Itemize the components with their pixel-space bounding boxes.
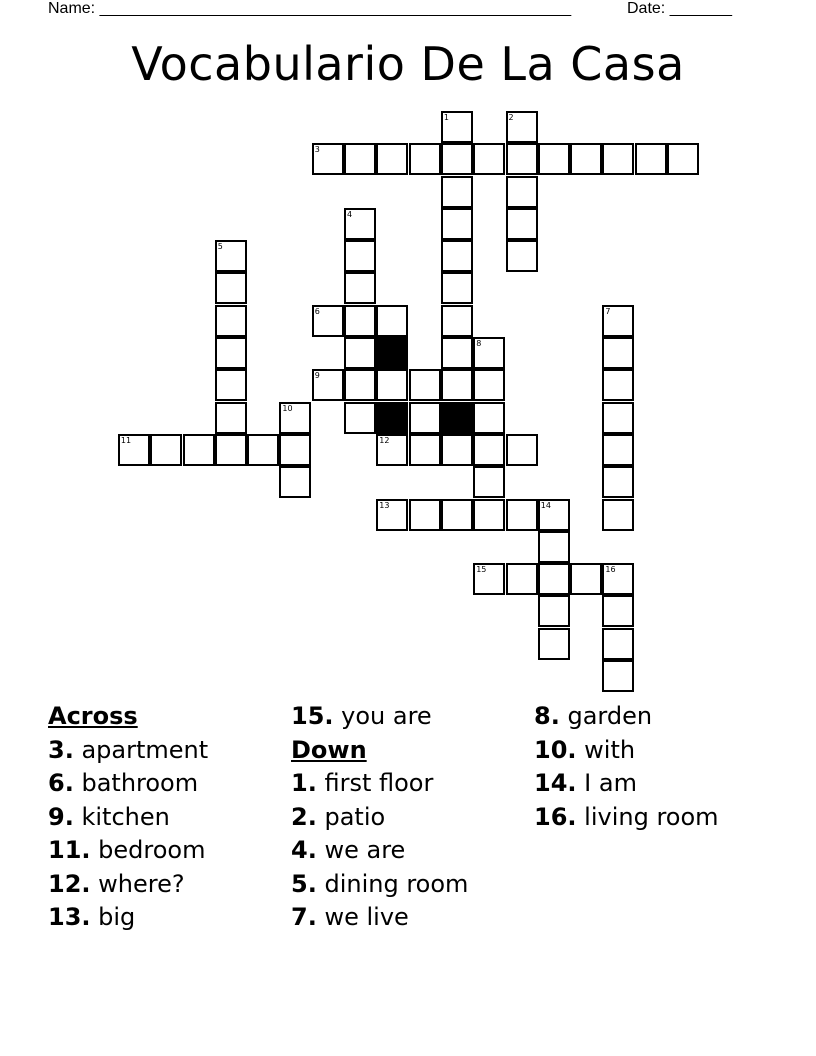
name-field-label: Name: _____________________________________________________ [48, 0, 572, 17]
clue-item [291, 801, 536, 835]
clue-number: 2. [291, 802, 317, 831]
grid-cell[interactable] [441, 111, 473, 143]
grid-cell[interactable] [183, 434, 215, 466]
grid-cell[interactable] [409, 402, 441, 434]
clue-item [48, 767, 293, 801]
clue-text: I am [584, 769, 637, 797]
grid-cell[interactable] [538, 143, 570, 175]
grid-cell[interactable] [409, 499, 441, 531]
grid-cell[interactable] [344, 208, 376, 240]
grid-cell[interactable] [473, 143, 505, 175]
grid-cell[interactable] [344, 369, 376, 401]
clue-item [48, 734, 293, 768]
grid-cell[interactable] [506, 208, 538, 240]
grid-cell[interactable] [506, 143, 538, 175]
grid-cell[interactable] [570, 563, 602, 595]
grid-cell[interactable] [570, 143, 602, 175]
clue-text: dining room [324, 869, 469, 898]
grid-cell[interactable] [602, 369, 634, 401]
grid-cell[interactable] [118, 434, 150, 466]
grid-cell[interactable] [215, 434, 247, 466]
grid-cell[interactable] [602, 434, 634, 466]
grid-cell[interactable] [473, 499, 505, 531]
grid-cell[interactable] [376, 499, 408, 531]
grid-cell[interactable] [473, 434, 505, 466]
grid-cell[interactable] [538, 563, 570, 595]
clue-item [48, 834, 293, 868]
grid-cell[interactable] [473, 466, 505, 498]
grid-cell[interactable] [441, 499, 473, 531]
grid-cell[interactable] [215, 240, 247, 272]
clue-number: 12. [48, 869, 91, 898]
clue-number-label: 6 [314, 306, 320, 316]
clue-number-label: 12 [379, 435, 390, 445]
clue-text: garden [567, 702, 653, 730]
clue-number: 10. [534, 735, 577, 764]
clue-number-label: 4 [347, 209, 353, 219]
clue-number: 6. [48, 769, 74, 797]
grid-cell[interactable] [441, 369, 473, 401]
clue-number-label: 13 [379, 500, 390, 510]
clue-number-label: 7 [605, 306, 611, 316]
grid-cell[interactable] [376, 369, 408, 401]
clue-text: first floor [324, 769, 434, 797]
clue-text: where? [98, 869, 185, 898]
clue-number-label: 8 [476, 339, 482, 348]
clue-item [291, 901, 536, 935]
clue-number: 3. [48, 735, 74, 764]
clue-item [291, 868, 536, 902]
grid-cell[interactable] [441, 337, 473, 369]
grid-cell[interactable] [602, 499, 634, 531]
clue-number: 8. [534, 702, 560, 730]
grid-cell[interactable] [279, 402, 311, 434]
clue-number-label: 9 [314, 371, 320, 381]
grid-cell[interactable] [538, 628, 570, 660]
grid-cell[interactable] [215, 305, 247, 337]
grid-cell[interactable] [441, 208, 473, 240]
clue-item [534, 734, 779, 768]
clue-item [534, 767, 779, 801]
grid-cell[interactable] [602, 337, 634, 369]
grid-cell[interactable] [344, 337, 376, 369]
grid-cell[interactable] [602, 466, 634, 498]
clue-number-label: 2 [508, 112, 514, 122]
grid-cell[interactable] [215, 337, 247, 369]
clue-number-label: 11 [120, 435, 132, 445]
grid-cell[interactable] [602, 660, 634, 692]
grid-cell[interactable] [602, 305, 634, 337]
grid-cell[interactable] [409, 434, 441, 466]
grid-cell[interactable] [344, 240, 376, 272]
grid-cell[interactable] [506, 563, 538, 595]
black-square [376, 402, 408, 434]
grid-cell[interactable] [473, 563, 505, 595]
grid-cell[interactable] [279, 434, 311, 466]
clue-item [291, 834, 536, 868]
clue-number-label: 14 [540, 500, 551, 510]
grid-cell[interactable] [344, 402, 376, 434]
grid-cell[interactable] [344, 143, 376, 175]
page-title: Vocabulario De La Casa [131, 37, 685, 91]
grid-cell[interactable] [602, 563, 634, 595]
black-square [376, 337, 408, 369]
grid-cell[interactable] [441, 240, 473, 272]
clue-number: 16. [534, 802, 577, 831]
clue-number-label: 1 [443, 112, 449, 122]
clue-column-2 [291, 700, 536, 935]
grid-cell[interactable] [376, 143, 408, 175]
grid-cell[interactable] [473, 369, 505, 401]
clue-number-label: 10 [282, 403, 293, 413]
grid-cell[interactable] [473, 337, 505, 369]
clue-item [291, 767, 536, 801]
grid-cell[interactable] [602, 402, 634, 434]
grid-cell[interactable] [376, 434, 408, 466]
grid-cell[interactable] [344, 272, 376, 304]
grid-cell[interactable] [376, 305, 408, 337]
clue-text: bedroom [98, 836, 206, 864]
clue-number: 7. [291, 903, 317, 931]
clue-text: kitchen [81, 802, 170, 831]
clue-number: 4. [291, 836, 317, 864]
grid-cell[interactable] [506, 176, 538, 208]
clue-number: 14. [534, 769, 577, 797]
clue-item [534, 700, 779, 734]
grid-cell[interactable] [215, 402, 247, 434]
clue-text: living room [584, 802, 719, 831]
date-field-label: Date: _______ [627, 0, 732, 17]
grid-cell[interactable] [441, 272, 473, 304]
grid-cell[interactable] [667, 143, 699, 175]
clue-text: big [98, 903, 136, 931]
grid-cell[interactable] [602, 628, 634, 660]
clue-number: 5. [291, 869, 317, 898]
grid-cell[interactable] [538, 499, 570, 531]
clue-number-label: 15 [476, 565, 487, 575]
grid-cell[interactable] [409, 369, 441, 401]
clue-number-label: 5 [217, 242, 223, 252]
grid-cell[interactable] [409, 143, 441, 175]
clue-text: bathroom [81, 769, 199, 797]
clue-column-3 [534, 700, 779, 834]
grid-cell[interactable] [441, 434, 473, 466]
clue-number-label: 16 [605, 565, 616, 575]
across-heading: Across [48, 702, 138, 730]
clue-text: patio [324, 802, 386, 831]
grid-cell[interactable] [506, 240, 538, 272]
grid-cell[interactable] [506, 111, 538, 143]
grid-cell[interactable] [538, 531, 570, 563]
grid-cell[interactable] [441, 176, 473, 208]
clue-number: 11. [48, 836, 91, 864]
grid-cell[interactable] [247, 434, 279, 466]
grid-cell[interactable] [344, 305, 376, 337]
grid-cell[interactable] [215, 272, 247, 304]
clue-text: apartment [81, 735, 209, 764]
grid-cell[interactable] [635, 143, 667, 175]
clue-item [48, 901, 293, 935]
clue-text: we are [324, 836, 406, 864]
clue-text: we live [324, 903, 409, 931]
clue-item [48, 801, 293, 835]
clue-number: 13. [48, 903, 91, 931]
clue-text: with [584, 735, 636, 764]
grid-cell[interactable] [473, 402, 505, 434]
black-square [441, 402, 473, 434]
grid-cell[interactable] [602, 143, 634, 175]
grid-cell[interactable] [441, 305, 473, 337]
clue-item [534, 801, 779, 835]
grid-cell[interactable] [312, 369, 344, 401]
grid-cell[interactable] [441, 143, 473, 175]
clue-number: 1. [291, 769, 317, 797]
clue-item [48, 868, 293, 902]
grid-cell[interactable] [506, 434, 538, 466]
grid-cell[interactable] [215, 369, 247, 401]
grid-cell[interactable] [506, 499, 538, 531]
clue-number: 9. [48, 802, 74, 831]
clue-text: you are [341, 702, 432, 730]
grid-cell[interactable] [312, 143, 344, 175]
clue-item [291, 700, 536, 734]
down-heading: Down [291, 735, 367, 764]
grid-cell[interactable] [279, 466, 311, 498]
grid-cell[interactable] [150, 434, 182, 466]
clue-number-label: 3 [314, 145, 320, 155]
grid-cell[interactable] [312, 305, 344, 337]
clue-column-1 [48, 700, 293, 935]
clue-number: 15. [291, 702, 334, 730]
grid-cell[interactable] [538, 595, 570, 627]
grid-cell[interactable] [602, 595, 634, 627]
